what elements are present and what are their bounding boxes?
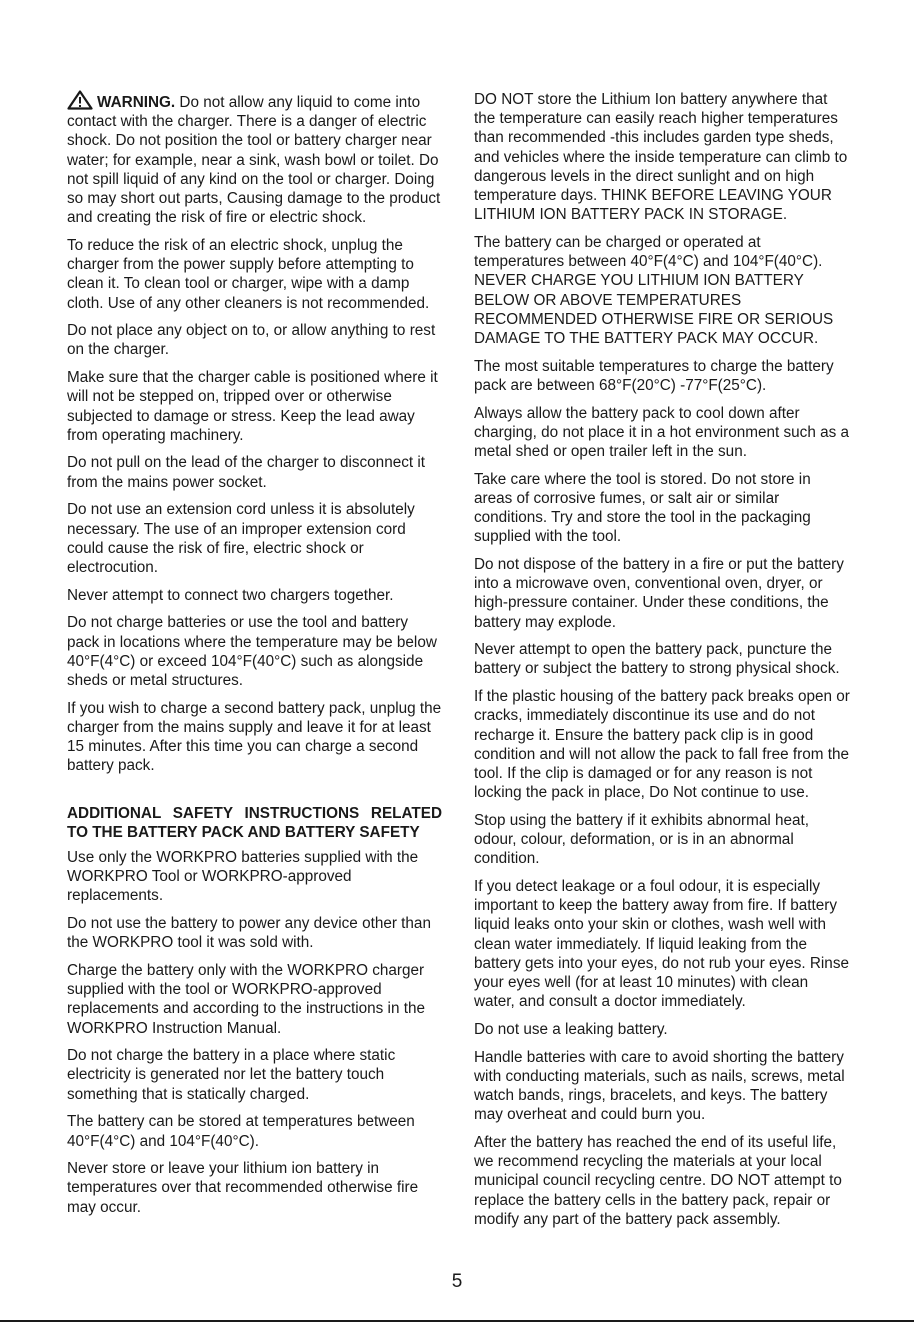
paragraph: Always allow the battery pack to cool down after charging, do not place it in a hot environment such as a metal shed or open trailer left in the sun. <box>474 404 850 460</box>
paragraph: Do not charge batteries or use the tool and battery pack in locations where the temperature may be below 40°F(4°C) or exceed 104°F(40°C) such as alongside sheds or metal structures. <box>67 614 437 689</box>
left-column <box>67 90 442 1225</box>
warning-triangle-icon <box>67 90 93 110</box>
paragraph: The battery can be charged or operated at temperatures between 40°F(4°C) and 104°F(40°C). NEVER CHARGE YOU LITHIUM ION BATTERY BELOW OR ABOVE TEMPERATURES RECOMMENDED OTHERWISE FIRE OR SERIOUS DAMAGE TO THE BATTERY PACK MAY OCCUR. <box>474 233 834 347</box>
paragraph: DO NOT store the Lithium Ion battery anywhere that the temperature can easily reach higher temperatures than recommended -this includes garden type sheds, and vehicles where the inside temperature can climb to dangerous levels in the direct sunlight and on high temperature days. THINK BEFORE LEAVING YOUR LITHIUM ION BATTERY PACK IN STORAGE. <box>474 91 848 224</box>
paragraph: Never store or leave your lithium ion battery in temperatures over that recommended otherwise fire may occur. <box>67 1160 419 1216</box>
paragraph: Charge the battery only with the WORKPRO charger supplied with the tool or WORKPRO-approved replacements and according to the instructions in the WORKPRO Instruction Manual. <box>67 961 425 1037</box>
paragraph: Do not place any object on to, or allow anything to rest on the charger. <box>67 322 436 359</box>
paragraph: Stop using the battery if it exhibits abnormal heat, odour, colour, deformation, or is in an abnormal condition. <box>474 811 810 868</box>
warning-paragraph <box>67 90 442 227</box>
paragraph: If the plastic housing of the battery pack breaks open or cracks, immediately discontinue its use and do not recharge it. Ensure the battery pack clip is in good condition and will not allow the pack to fall free from the tool. If the clip is damaged or for any reason is not locking the pack in place, Do Not continue to use. <box>474 688 850 802</box>
paragraph: If you wish to charge a second battery pack, unplug the charger from the mains supply and leave it for at least 15 minutes. After this time you can charge a second battery pack. <box>67 699 442 775</box>
paragraph: Handle batteries with care to avoid shorting the battery with conducting materials, such as nails, screws, metal watch bands, rings, bracelets, and keys. The battery may overheat and could burn you. <box>474 1048 845 1124</box>
paragraph: Do not dispose of the battery in a fire or put the battery into a microwave oven, conventional oven, dryer, or high-pressure container. Under these conditions, the battery may explode. <box>474 555 844 631</box>
section-heading: ADDITIONAL SAFETY INSTRUCTIONS RELATED TO THE BATTERY PACK AND BATTERY SAFETY <box>67 804 442 841</box>
paragraph: Take care where the tool is stored. Do not store in areas of corrosive fumes, or salt air or similar conditions. Try and store the tool in the packaging supplied with the tool. <box>474 470 811 546</box>
bottom-divider <box>0 1320 914 1322</box>
paragraph: To reduce the risk of an electric shock, unplug the charger from the power supply before attempting to clean it. To clean tool or charger, wipe with a damp cloth. Use of any other cleaners is not recommended. <box>67 236 430 312</box>
warning-text: Do not allow any liquid to come into contact with the charger. There is a danger of electric shock. Do not position the tool or battery charger near water; for example, near a sink, wash bowl or toilet. Do not spill liquid of any kind on the tool or charger. Doing so may short out parts, Causing damage to the product and creating the risk of fire or electric shock. <box>67 94 441 227</box>
paragraph: Do not pull on the lead of the charger to disconnect it from the mains power socket. <box>67 454 426 491</box>
paragraph: Never attempt to connect two chargers together. <box>67 586 394 604</box>
paragraph: Do not charge the battery in a place where static electricity is generated nor let the battery touch something that is statically charged. <box>67 1047 396 1103</box>
paragraph: Make sure that the charger cable is positioned where it will not be stepped on, tripped over or otherwise subjected to damage or stress. Keep the lead away from operating machinery. <box>67 369 438 444</box>
paragraph: Do not use an extension cord unless it is absolutely necessary. The use of an improper extension cord could cause the risk of fire, electric shock or electrocution. <box>67 501 415 576</box>
paragraph: After the battery has reached the end of its useful life, we recommend recycling the materials at your local municipal council recycling centre. DO NOT attempt to replace the battery cells in the battery pack, repair or modify any part of the battery pack assembly. <box>474 1133 842 1228</box>
paragraph: Never attempt to open the battery pack, puncture the battery or subject the battery to strong physical shock. <box>474 641 840 678</box>
right-column <box>474 90 852 1237</box>
page-number: 5 <box>451 1271 463 1292</box>
paragraph: Do not use a leaking battery. <box>474 1020 668 1038</box>
paragraph: If you detect leakage or a foul odour, it is especially important to keep the battery away from fire. If battery liquid leaks onto your skin or clothes, wash well with clean water immediately. If liquid leaking from the battery gets into your eyes, do not rub your eyes. Rinse your eyes well (for at least 10 minutes) with clean water, and consult a doctor immediately. <box>474 878 849 1011</box>
warning-label: WARNING. <box>97 94 176 111</box>
paragraph: Use only the WORKPRO batteries supplied with the WORKPRO Tool or WORKPRO-approved replacements. <box>67 848 419 905</box>
paragraph: The most suitable temperatures to charge the battery pack are between 68°F(20°C) -77°F(25°C). <box>474 357 834 394</box>
paragraph: The battery can be stored at temperatures between 40°F(4°C) and 104°F(40°C). <box>67 1113 415 1150</box>
paragraph: Do not use the battery to power any device other than the WORKPRO tool it was sold with. <box>67 915 431 952</box>
